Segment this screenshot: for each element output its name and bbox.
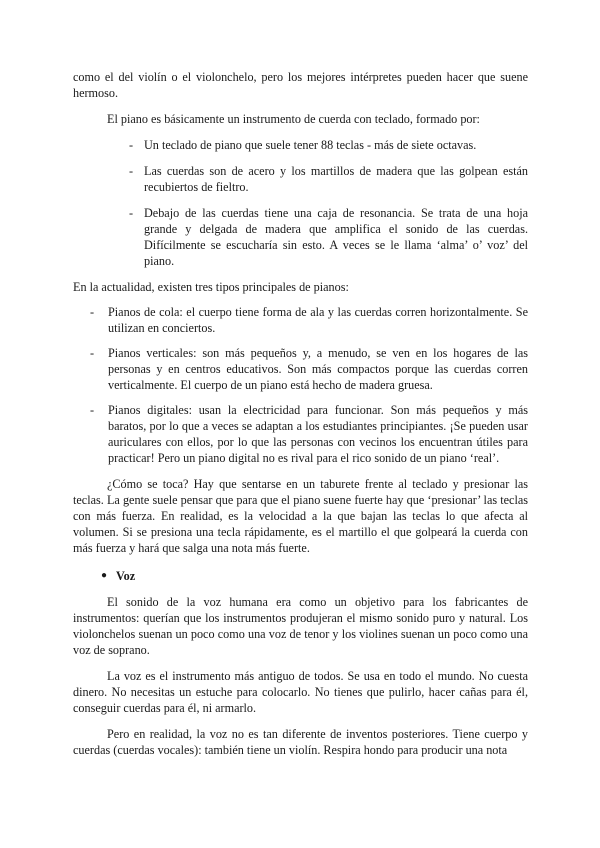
dash-marker: -	[129, 206, 134, 220]
list-item: - Un teclado de piano que suele tener 88 teclas - más de siete octavas.	[129, 138, 477, 152]
dash-marker: -	[90, 305, 95, 319]
list-item: - Pianos de cola: el cuerpo tiene forma de ala y las cuerdas corren horizontalmente. Se utilizan en conciertos.	[90, 305, 528, 335]
dash-marker: -	[90, 346, 95, 360]
paragraph-types-intro: En la actualidad, existen tres tipos principales de pianos:	[73, 280, 349, 294]
section-heading-voz: ● Voz	[101, 569, 136, 583]
paragraph-piano-intro: El piano es básicamente un instrumento de cuerda con teclado, formado por:	[107, 112, 480, 126]
document-body	[73, 69, 528, 758]
piano-types-list	[73, 304, 528, 466]
dash-marker: -	[90, 403, 95, 417]
list-item: - Pianos digitales: usan la electricidad para funcionar. Son más pequeños y más baratos, por lo que a veces se adaptan a los estudiantes principiantes. ¡Se pueden usar auriculares con ellos, por lo que las personas con vecinos los encuentran útiles para practicar! Pero un piano digital no es rival para el rico sonido de un piano ‘real’.	[90, 403, 528, 465]
paragraph-voice-2: La voz es el instrumento más antiguo de todos. Se usa en todo el mundo. No cuesta dinero. No necesitas un estuche para colocarlo. No tienes que pulirlo, hacer cañas para él, conseguir cuerdas para él, ni armarlo.	[73, 669, 528, 715]
dash-marker: -	[129, 164, 134, 178]
list-item: - Debajo de las cuerdas tiene una caja de resonancia. Se trata de una hoja grande y delgada de madera que amplifica el sonido de las cuerdas. Difícilmente se escucharía sin esto. A veces se le llama ‘alma’ o’ voz’ del piano.	[129, 206, 528, 268]
piano-parts-list	[73, 137, 528, 269]
dash-marker: -	[129, 138, 134, 152]
list-item: - Las cuerdas son de acero y los martillos de madera que las golpean están recubiertos de fieltro.	[129, 164, 528, 194]
paragraph-continuation: como el del violín o el violonchelo, pero los mejores intérpretes pueden hacer que suene hermoso.	[73, 70, 528, 100]
list-item: - Pianos verticales: son más pequeños y, a menudo, se ven en los hogares de las personas y en centros educativos. Son más compactos porque las cuerdas corren verticalmente. El cuerpo de un piano está hecho de madera gruesa.	[90, 346, 528, 392]
paragraph-how-to-play: ¿Cómo se toca? Hay que sentarse en un taburete frente al teclado y presionar las teclas. La gente suele pensar que para que el piano suene fuerte hay que ‘presionar’ las teclas con más fuerza. En realidad, es la velocidad a la que bajan las teclas lo que afecta al volumen. Si se presiona una tecla rápidamente, es el martillo el que golpeará la cuerda con más fuerza y hará que salga una nota más fuerte.	[73, 477, 528, 555]
bullet-dot-icon: ●	[101, 570, 108, 581]
paragraph-voice-3: Pero en realidad, la voz no es tan diferente de inventos posteriores. Tiene cuerpo y cuerdas (cuerdas vocales): también tiene un violín. Respira hondo para producir una nota	[73, 727, 528, 757]
paragraph-voice-1: El sonido de la voz humana era como un objetivo para los fabricantes de instrumentos: querían que los instrumentos produjeran el mismo sonido puro y natural. Los violonchelos suenan un poco como una voz de tenor y los violines suenan un poco como una voz de soprano.	[73, 595, 528, 657]
